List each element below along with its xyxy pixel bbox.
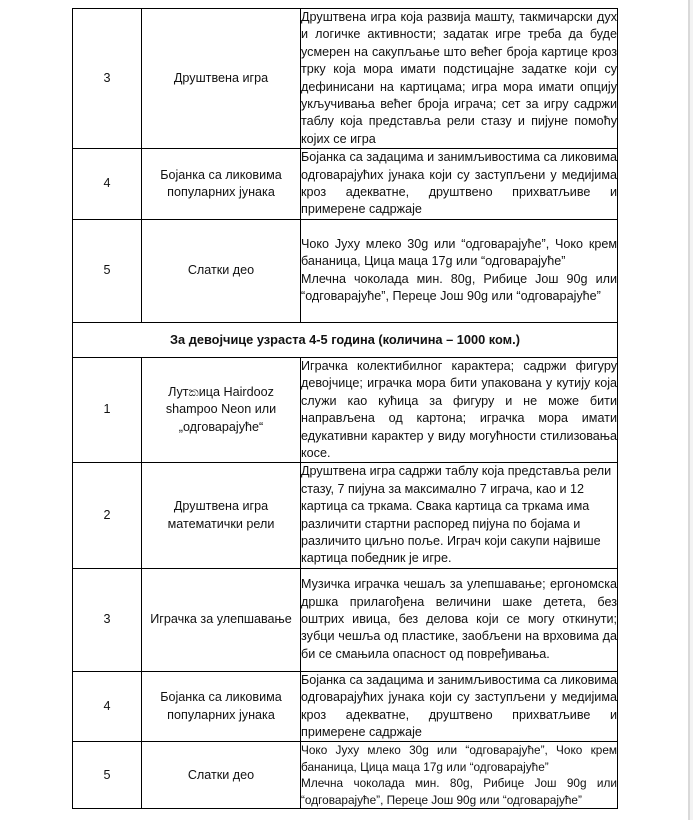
item-description — [301, 742, 618, 809]
specification-table — [72, 8, 618, 809]
item-name: Играчка за улепшавање — [142, 568, 301, 671]
item-name: Лутකица Hairdooz shampoo Neon или „одговарајуће“ — [142, 357, 301, 462]
row-number: 2 — [73, 463, 142, 568]
table-row — [73, 463, 618, 568]
description-line: Чоко Јуху млеко 30g или “одговарајуће”, Чоко крем бананица, Цица маца 17g или “одговарајуће” — [301, 743, 617, 774]
item-name: Слатки део — [142, 219, 301, 322]
row-number: 1 — [73, 357, 142, 462]
table-row — [73, 219, 618, 322]
table-row — [73, 357, 618, 462]
row-number: 4 — [73, 149, 142, 220]
table-row — [73, 742, 618, 809]
description-line: Млечна чоколада мин. 80g, Рибице Још 90g или “одговарајуће”, Переце Још 90g или “одговарајуће” — [301, 776, 617, 807]
table-row — [73, 671, 618, 742]
item-name: Друштвена игра математички рели — [142, 463, 301, 568]
item-description: Играчка колектибилног карактера; садржи фигуру девојчице; играчка мора бити упакована у кутију која служи као кућица за фигуру и не може бити направљена од картона; играчка мора имати едукативни карактер у виду могућности стилизовања косе. — [301, 357, 618, 462]
row-number: 5 — [73, 219, 142, 322]
row-number: 4 — [73, 671, 142, 742]
item-name: Бојанка са ликовима популарних јунака — [142, 671, 301, 742]
table-row — [73, 568, 618, 671]
description-line: Чоко Јуху млеко 30g или “одговарајуће”, Чоко крем бананица, Цица маца 17g или “одговарајуће” — [301, 237, 617, 269]
item-description: Друштвена игра садржи таблу која представља рели стазу, 7 пијуна за максимално 7 играча, као и 12 картица са тркама. Свака картица са тркама има различити стартни распоред пијуна по бојама и различито циљно поље. Играч који сакупи највише картица победник је игре. — [301, 463, 618, 568]
item-description — [301, 219, 618, 322]
item-name: Бојанка са ликовима популарних јунака — [142, 149, 301, 220]
table-row — [73, 9, 618, 149]
section-heading-row — [73, 322, 618, 357]
item-name: Друштвена игра — [142, 9, 301, 149]
row-number: 3 — [73, 568, 142, 671]
item-description: Друштвена игра која развија машту, такмичарски дух и логичке активности; задатак игре треба да буде усмерен на сакупљање што већег броја картице кроз трку која мора имати подстицајне задатке који су дефинисани на картицама; игра мора имати опцију укључивања већег броја играча; сет за игру садржи таблу која представља рели стазу и пијуне помоћу којих се игра — [301, 9, 618, 149]
item-description: Бојанка са задацима и занимљивостима са ликовима одговарајућих јунака који су заступљени у медијима кроз адекватне, друштвено прихватљиве и примерене садржаје — [301, 149, 618, 220]
item-name: Слатки део — [142, 742, 301, 809]
row-number: 5 — [73, 742, 142, 809]
item-description: Бојанка са задацима и занимљивостима са ликовима одговарајућих јунака који су заступљени у медијима кроз адекватне, друштвено прихватљиве и примерене садржаје — [301, 671, 618, 742]
description-line: Млечна чоколада мин. 80g, Рибице Још 90g или “одговарајуће”, Переце Још 90g или “одговарајуће” — [301, 271, 617, 304]
table-row — [73, 149, 618, 220]
item-description: Музичка играчка чешаљ за улепшавање; ергономска дршка прилагођена величини шаке детета, без оштрих ивица, без делова који се могу откинути; зубци чешља од пластике, заобљени на врховима да би се смањила опасност од повређивања. — [301, 568, 618, 671]
row-number: 3 — [73, 9, 142, 149]
section-heading: За девојчице узраста 4-5 година (количина – 1000 ком.) — [73, 322, 618, 357]
